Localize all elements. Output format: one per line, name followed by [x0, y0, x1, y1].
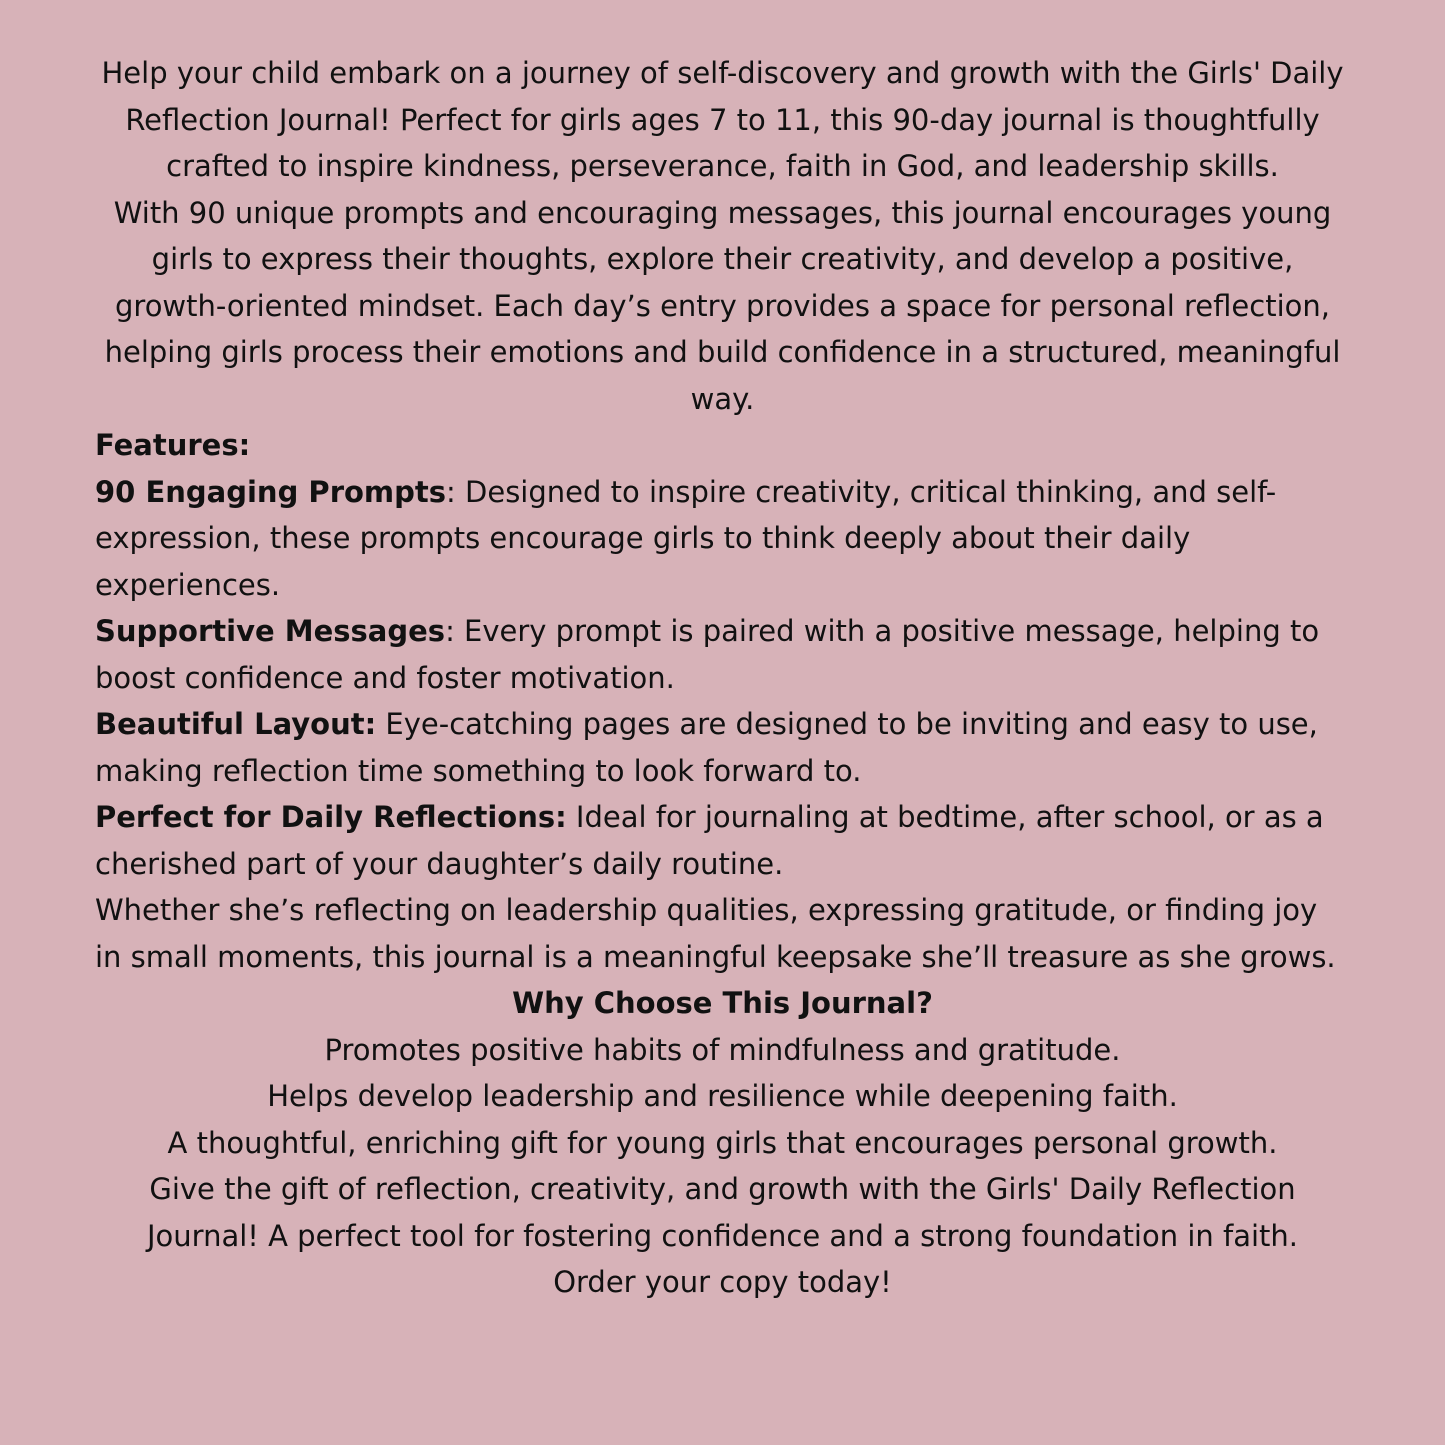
feature-text: Ideal for journaling at bedtime, after school, or as a cherished part of your daughter’s daily routine.: [95, 800, 1324, 881]
call-to-action: Order your copy today!: [553, 1265, 892, 1299]
intro-paragraph-1: Help your child embark on a journey of self-discovery and growth with the Girls' Daily Reflection Journal! Perfect for girls ages 7 to 11, this 90-day journal is thoughtfully crafted to inspire kindness, perseverance, faith in God, and leadership skills.: [101, 56, 1344, 183]
why-line-1: Promotes positive habits of mindfulness and gratitude.: [324, 1032, 1121, 1067]
why-line-2: Helps develop leadership and resilience while deepening faith.: [267, 1079, 1178, 1113]
feature-item-messages: [95, 608, 1350, 701]
feature-title: Beautiful Layout:: [95, 707, 377, 741]
feature-text: Eye-catching pages are designed to be inviting and easy to use, making reflection time something to look forward to.: [95, 707, 1318, 788]
why-line-3: A thoughtful, enriching gift for young girls that encourages personal growth.: [167, 1125, 1278, 1160]
feature-title: 90 Engaging Prompts: [95, 474, 447, 509]
feature-item-layout: [95, 701, 1350, 794]
feature-item-daily: [95, 794, 1350, 887]
why-heading: Why Choose This Journal?: [512, 986, 933, 1020]
feature-item-prompts: [95, 469, 1350, 609]
features-closing: Whether she’s reflecting on leadership qualities, expressing gratitude, or finding joy in small moments, this journal is a meaningful keepsake she’ll treasure as she grows.: [95, 893, 1336, 974]
feature-text: : Designed to inspire creativity, critical thinking, and self-expression, these prompts encourage girls to think deeply about their daily experiences.: [95, 474, 1277, 602]
feature-title: Perfect for Daily Reflections:: [95, 800, 567, 834]
features-heading: Features:: [95, 428, 251, 462]
why-line-4: Give the gift of reflection, creativity, and growth with the Girls' Daily Reflection Journal! A perfect tool for fostering confidence and a strong foundation in faith.: [146, 1172, 1298, 1253]
feature-text: : Every prompt is paired with a positive message, helping to boost confidence and foster motivation.: [95, 614, 1320, 695]
feature-title: Supportive Messages: [95, 614, 446, 648]
intro-paragraph-2: With 90 unique prompts and encouraging messages, this journal encourages young girls to express their thoughts, explore their creativity, and develop a positive, growth-oriented mindset. Each day’s entry provides a space for personal reflection, helping girls process their emotions and build confidence in a structured, meaningful way.: [104, 195, 1341, 416]
